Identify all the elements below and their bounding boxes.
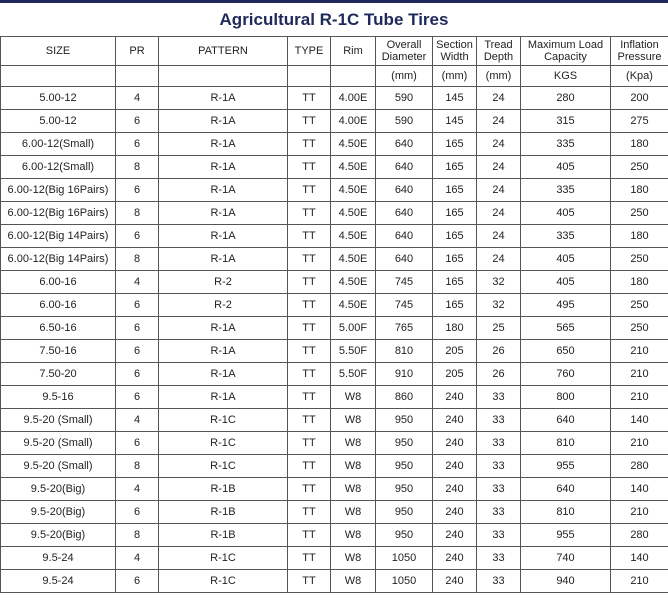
cell-max-load: 650 — [521, 340, 611, 363]
cell-section-width: 240 — [433, 432, 477, 455]
cell-type: TT — [288, 455, 331, 478]
cell-size: 6.00-16 — [1, 271, 116, 294]
cell-tread-depth: 26 — [477, 340, 521, 363]
cell-overall-diameter: 640 — [376, 225, 433, 248]
cell-section-width: 165 — [433, 156, 477, 179]
header-max-load-cell — [521, 37, 611, 66]
cell-size: 6.00-12(Small) — [1, 133, 116, 156]
cell-max-load: 315 — [521, 110, 611, 133]
cell-type: TT — [288, 87, 331, 110]
header-tread-depth-cell — [477, 37, 521, 66]
cell-max-load: 640 — [521, 478, 611, 501]
cell-size: 9.5-24 — [1, 547, 116, 570]
cell-max-load: 405 — [521, 156, 611, 179]
cell-tread-depth: 33 — [477, 547, 521, 570]
cell-tread-depth: 25 — [477, 317, 521, 340]
cell-inflation-pressure: 250 — [611, 202, 668, 225]
cell-type: TT — [288, 501, 331, 524]
cell-rim: W8 — [331, 455, 376, 478]
cell-pattern: R-1A — [159, 156, 288, 179]
cell-size: 6.00-12(Big 14Pairs) — [1, 248, 116, 271]
cell-max-load: 405 — [521, 271, 611, 294]
cell-overall-diameter: 860 — [376, 386, 433, 409]
cell-pr: 6 — [116, 179, 159, 202]
cell-type: TT — [288, 271, 331, 294]
cell-pr: 6 — [116, 570, 159, 593]
cell-type: TT — [288, 317, 331, 340]
cell-type: TT — [288, 202, 331, 225]
cell-inflation-pressure: 250 — [611, 156, 668, 179]
cell-size: 9.5-20(Big) — [1, 478, 116, 501]
cell-pattern: R-1A — [159, 340, 288, 363]
cell-inflation-pressure: 250 — [611, 294, 668, 317]
cell-pr: 6 — [116, 386, 159, 409]
cell-max-load: 280 — [521, 87, 611, 110]
cell-pr: 6 — [116, 363, 159, 386]
cell-overall-diameter: 950 — [376, 501, 433, 524]
cell-size: 9.5-24 — [1, 570, 116, 593]
cell-type: TT — [288, 570, 331, 593]
table-row — [1, 110, 668, 133]
cell-inflation-pressure: 210 — [611, 432, 668, 455]
table-row — [1, 409, 668, 432]
header-type: TYPE — [288, 37, 331, 66]
cell-max-load: 740 — [521, 547, 611, 570]
cell-max-load: 405 — [521, 248, 611, 271]
cell-type: TT — [288, 133, 331, 156]
cell-inflation-pressure: 140 — [611, 409, 668, 432]
header-pattern: PATTERN — [159, 37, 288, 66]
cell-tread-depth: 33 — [477, 478, 521, 501]
cell-section-width: 240 — [433, 409, 477, 432]
cell-inflation-pressure: 250 — [611, 248, 668, 271]
cell-rim: W8 — [331, 432, 376, 455]
cell-section-width: 165 — [433, 225, 477, 248]
header-max-load-capacity: Maximum Load Capacity — [527, 39, 604, 63]
cell-pattern: R-1A — [159, 225, 288, 248]
cell-overall-diameter: 745 — [376, 294, 433, 317]
cell-tread-depth: 33 — [477, 409, 521, 432]
cell-pr: 6 — [116, 432, 159, 455]
cell-pr: 6 — [116, 294, 159, 317]
header-overall-diameter: Overall Diameter — [381, 39, 427, 63]
cell-size: 9.5-20 (Small) — [1, 409, 116, 432]
cell-overall-diameter: 640 — [376, 156, 433, 179]
cell-overall-diameter: 950 — [376, 409, 433, 432]
unit-cell — [331, 66, 376, 87]
cell-section-width: 240 — [433, 386, 477, 409]
cell-inflation-pressure: 210 — [611, 340, 668, 363]
cell-pr: 6 — [116, 225, 159, 248]
cell-pr: 4 — [116, 87, 159, 110]
cell-rim: W8 — [331, 570, 376, 593]
cell-inflation-pressure: 180 — [611, 271, 668, 294]
cell-size: 9.5-16 — [1, 386, 116, 409]
cell-tread-depth: 24 — [477, 156, 521, 179]
cell-overall-diameter: 640 — [376, 202, 433, 225]
cell-max-load: 565 — [521, 317, 611, 340]
cell-overall-diameter: 950 — [376, 478, 433, 501]
cell-size: 6.00-12(Big 14Pairs) — [1, 225, 116, 248]
unit-cell — [288, 66, 331, 87]
table-row — [1, 133, 668, 156]
header-rim: Rim — [331, 37, 376, 66]
cell-pr: 4 — [116, 271, 159, 294]
cell-size: 5.00-12 — [1, 110, 116, 133]
cell-inflation-pressure: 210 — [611, 386, 668, 409]
cell-tread-depth: 33 — [477, 570, 521, 593]
cell-section-width: 205 — [433, 340, 477, 363]
table-row — [1, 294, 668, 317]
cell-overall-diameter: 640 — [376, 248, 433, 271]
cell-inflation-pressure: 280 — [611, 455, 668, 478]
cell-pattern: R-1B — [159, 501, 288, 524]
cell-tread-depth: 33 — [477, 501, 521, 524]
cell-inflation-pressure: 180 — [611, 179, 668, 202]
table-row — [1, 501, 668, 524]
table-row — [1, 271, 668, 294]
cell-pattern: R-1A — [159, 202, 288, 225]
cell-inflation-pressure: 275 — [611, 110, 668, 133]
cell-section-width: 180 — [433, 317, 477, 340]
cell-section-width: 165 — [433, 248, 477, 271]
cell-size: 7.50-16 — [1, 340, 116, 363]
header-inflation-pressure: Inflation Pressure — [617, 39, 662, 63]
cell-overall-diameter: 810 — [376, 340, 433, 363]
cell-max-load: 335 — [521, 225, 611, 248]
cell-size: 9.5-20(Big) — [1, 524, 116, 547]
cell-inflation-pressure: 180 — [611, 225, 668, 248]
cell-type: TT — [288, 248, 331, 271]
table-row — [1, 248, 668, 271]
cell-rim: 4.50E — [331, 271, 376, 294]
cell-pattern: R-1C — [159, 432, 288, 455]
table-row — [1, 524, 668, 547]
cell-tread-depth: 32 — [477, 294, 521, 317]
cell-size: 6.00-12(Big 16Pairs) — [1, 202, 116, 225]
cell-pr: 6 — [116, 133, 159, 156]
unit-cell: (mm) — [433, 66, 477, 87]
cell-pattern: R-1A — [159, 87, 288, 110]
cell-overall-diameter: 950 — [376, 455, 433, 478]
cell-rim: 4.50E — [331, 179, 376, 202]
unit-cell: (mm) — [376, 66, 433, 87]
cell-pr: 8 — [116, 202, 159, 225]
table-row — [1, 570, 668, 593]
cell-max-load: 940 — [521, 570, 611, 593]
header-overall-diameter-cell — [376, 37, 433, 66]
cell-rim: 4.50E — [331, 133, 376, 156]
cell-size: 6.50-16 — [1, 317, 116, 340]
cell-tread-depth: 24 — [477, 179, 521, 202]
table-title: Agricultural R-1C Tube Tires — [219, 9, 449, 29]
cell-max-load: 495 — [521, 294, 611, 317]
header-section-width: Section Width — [436, 39, 473, 63]
cell-pr: 4 — [116, 478, 159, 501]
header-tread-depth: Tread Depth — [483, 39, 514, 63]
cell-type: TT — [288, 409, 331, 432]
cell-rim: W8 — [331, 478, 376, 501]
cell-type: TT — [288, 225, 331, 248]
cell-max-load: 335 — [521, 179, 611, 202]
cell-pr: 4 — [116, 409, 159, 432]
cell-max-load: 405 — [521, 202, 611, 225]
cell-pattern: R-1B — [159, 478, 288, 501]
table-row — [1, 156, 668, 179]
cell-overall-diameter: 745 — [376, 271, 433, 294]
cell-pattern: R-1C — [159, 409, 288, 432]
cell-pattern: R-1C — [159, 547, 288, 570]
cell-rim: 4.00E — [331, 110, 376, 133]
cell-overall-diameter: 950 — [376, 432, 433, 455]
table-row — [1, 547, 668, 570]
cell-max-load: 335 — [521, 133, 611, 156]
cell-pattern: R-1C — [159, 455, 288, 478]
cell-pattern: R-1A — [159, 363, 288, 386]
cell-tread-depth: 33 — [477, 524, 521, 547]
table-row — [1, 478, 668, 501]
cell-section-width: 145 — [433, 87, 477, 110]
cell-type: TT — [288, 386, 331, 409]
cell-section-width: 165 — [433, 202, 477, 225]
table-row — [1, 455, 668, 478]
cell-type: TT — [288, 110, 331, 133]
cell-tread-depth: 24 — [477, 110, 521, 133]
units-row — [1, 66, 668, 87]
cell-rim: W8 — [331, 386, 376, 409]
cell-pattern: R-1A — [159, 110, 288, 133]
cell-pr: 8 — [116, 248, 159, 271]
cell-pr: 8 — [116, 455, 159, 478]
cell-pr: 6 — [116, 340, 159, 363]
cell-rim: W8 — [331, 409, 376, 432]
cell-rim: 4.50E — [331, 248, 376, 271]
cell-rim: W8 — [331, 547, 376, 570]
cell-max-load: 760 — [521, 363, 611, 386]
table-row — [1, 317, 668, 340]
cell-size: 6.00-12(Small) — [1, 156, 116, 179]
cell-max-load: 810 — [521, 432, 611, 455]
cell-inflation-pressure: 280 — [611, 524, 668, 547]
cell-rim: 4.50E — [331, 202, 376, 225]
cell-overall-diameter: 765 — [376, 317, 433, 340]
cell-section-width: 205 — [433, 363, 477, 386]
cell-pr: 4 — [116, 547, 159, 570]
cell-inflation-pressure: 140 — [611, 478, 668, 501]
header-row — [1, 37, 668, 66]
cell-tread-depth: 24 — [477, 202, 521, 225]
cell-pr: 8 — [116, 156, 159, 179]
unit-cell — [159, 66, 288, 87]
cell-pattern: R-2 — [159, 271, 288, 294]
cell-section-width: 165 — [433, 294, 477, 317]
table-body — [1, 87, 668, 593]
cell-pattern: R-1A — [159, 179, 288, 202]
cell-rim: 5.50F — [331, 340, 376, 363]
cell-max-load: 955 — [521, 455, 611, 478]
cell-rim: 4.50E — [331, 225, 376, 248]
cell-type: TT — [288, 524, 331, 547]
cell-section-width: 240 — [433, 524, 477, 547]
cell-inflation-pressure: 200 — [611, 87, 668, 110]
cell-tread-depth: 33 — [477, 386, 521, 409]
cell-section-width: 240 — [433, 570, 477, 593]
cell-pattern: R-1C — [159, 570, 288, 593]
table-row — [1, 386, 668, 409]
cell-inflation-pressure: 140 — [611, 547, 668, 570]
cell-pattern: R-1A — [159, 133, 288, 156]
cell-section-width: 165 — [433, 133, 477, 156]
cell-overall-diameter: 910 — [376, 363, 433, 386]
cell-tread-depth: 24 — [477, 133, 521, 156]
cell-rim: 5.50F — [331, 363, 376, 386]
header-size: SIZE — [1, 37, 116, 66]
cell-size: 9.5-20 (Small) — [1, 432, 116, 455]
unit-cell: (mm) — [477, 66, 521, 87]
cell-inflation-pressure: 250 — [611, 317, 668, 340]
table-row — [1, 340, 668, 363]
cell-pr: 6 — [116, 317, 159, 340]
header-section-width-cell — [433, 37, 477, 66]
cell-section-width: 240 — [433, 501, 477, 524]
table-row — [1, 432, 668, 455]
cell-size: 9.5-20 (Small) — [1, 455, 116, 478]
cell-pattern: R-2 — [159, 294, 288, 317]
unit-cell: (Kpa) — [611, 66, 668, 87]
cell-section-width: 165 — [433, 179, 477, 202]
cell-size: 6.00-12(Big 16Pairs) — [1, 179, 116, 202]
cell-rim: W8 — [331, 501, 376, 524]
cell-rim: 4.50E — [331, 156, 376, 179]
cell-type: TT — [288, 179, 331, 202]
cell-tread-depth: 33 — [477, 432, 521, 455]
cell-overall-diameter: 640 — [376, 179, 433, 202]
cell-type: TT — [288, 363, 331, 386]
cell-overall-diameter: 590 — [376, 110, 433, 133]
cell-overall-diameter: 590 — [376, 87, 433, 110]
table-row — [1, 202, 668, 225]
cell-pattern: R-1B — [159, 524, 288, 547]
cell-size: 7.50-20 — [1, 363, 116, 386]
cell-section-width: 240 — [433, 478, 477, 501]
cell-rim: 4.50E — [331, 294, 376, 317]
cell-rim: W8 — [331, 524, 376, 547]
cell-inflation-pressure: 210 — [611, 363, 668, 386]
cell-overall-diameter: 640 — [376, 133, 433, 156]
cell-overall-diameter: 950 — [376, 524, 433, 547]
cell-tread-depth: 33 — [477, 455, 521, 478]
cell-type: TT — [288, 340, 331, 363]
cell-section-width: 165 — [433, 271, 477, 294]
cell-size: 6.00-16 — [1, 294, 116, 317]
cell-tread-depth: 24 — [477, 225, 521, 248]
cell-max-load: 640 — [521, 409, 611, 432]
cell-overall-diameter: 1050 — [376, 570, 433, 593]
cell-max-load: 800 — [521, 386, 611, 409]
cell-section-width: 145 — [433, 110, 477, 133]
cell-type: TT — [288, 156, 331, 179]
cell-inflation-pressure: 210 — [611, 501, 668, 524]
cell-tread-depth: 24 — [477, 87, 521, 110]
cell-section-width: 240 — [433, 455, 477, 478]
cell-size: 5.00-12 — [1, 87, 116, 110]
cell-size: 9.5-20(Big) — [1, 501, 116, 524]
cell-pr: 6 — [116, 110, 159, 133]
cell-max-load: 955 — [521, 524, 611, 547]
cell-pr: 6 — [116, 501, 159, 524]
cell-overall-diameter: 1050 — [376, 547, 433, 570]
tire-spec-table — [0, 36, 668, 593]
unit-cell — [116, 66, 159, 87]
cell-pattern: R-1A — [159, 386, 288, 409]
cell-pr: 8 — [116, 524, 159, 547]
table-row — [1, 87, 668, 110]
cell-type: TT — [288, 478, 331, 501]
cell-type: TT — [288, 432, 331, 455]
unit-cell: KGS — [521, 66, 611, 87]
cell-max-load: 810 — [521, 501, 611, 524]
cell-tread-depth: 24 — [477, 248, 521, 271]
cell-inflation-pressure: 210 — [611, 570, 668, 593]
header-pr: PR — [116, 37, 159, 66]
table-row — [1, 179, 668, 202]
cell-pattern: R-1A — [159, 317, 288, 340]
cell-tread-depth: 32 — [477, 271, 521, 294]
cell-section-width: 240 — [433, 547, 477, 570]
table-row — [1, 363, 668, 386]
cell-inflation-pressure: 180 — [611, 133, 668, 156]
cell-rim: 5.00F — [331, 317, 376, 340]
cell-type: TT — [288, 547, 331, 570]
cell-pattern: R-1A — [159, 248, 288, 271]
cell-tread-depth: 26 — [477, 363, 521, 386]
cell-type: TT — [288, 294, 331, 317]
cell-rim: 4.00E — [331, 87, 376, 110]
table-row — [1, 225, 668, 248]
unit-cell — [1, 66, 116, 87]
header-inflation-cell — [611, 37, 668, 66]
